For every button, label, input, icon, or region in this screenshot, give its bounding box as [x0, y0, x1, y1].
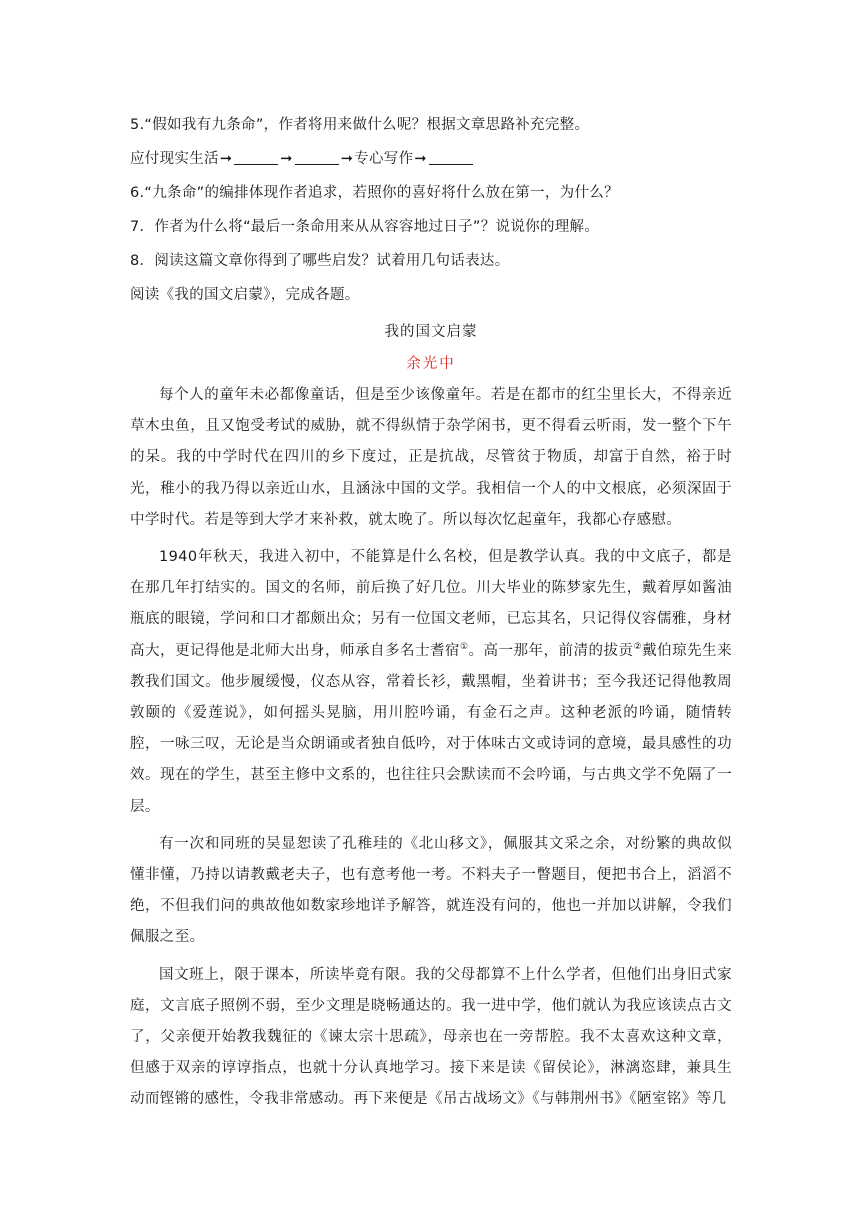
answer-blank-1[interactable] — [234, 148, 278, 165]
article-paragraph-3: 有一次和同班的吴显恕读了孔稚珪的《北山移文》，佩服其文采之余，对纷繁的典故似懂非懂，乃持以请教戴老夫子，也有意考他一考。不料夫子一瞥题目，便把书合上，滔滔不绝，不但我们问的典故他如数家珍地详予解答，就连没有问的，他也一并加以讲解，令我们佩服之至。 — [130, 835, 732, 946]
question-7: 7．作者为什么将“最后一条命用来从从容容地过日子”？说说你的理解。 — [130, 219, 600, 235]
chain-middle: 专心写作 — [354, 151, 414, 167]
arrow-icon: ➞ — [414, 151, 427, 167]
chain-start: 应付现实生活 — [130, 151, 219, 167]
article-paragraph-1: 每个人的童年未必都像童话，但是至少该像童年。若是在都市的红尘里长大，不得亲近草木虫鱼，且又饱受考试的威胁，就不得纵情于杂学闲书，更不得看云听雨，发一整个下午的呆。我的中学时代在四川的乡下度过，正是抗战，尽管贫于物质，却富于自然，裕于时光，稚小的我乃得以亲近山水，且涵泳中国的文学。我相信一个人的中文根底，必须深固于中学时代。若是等到大学才来补救，就太晚了。所以每次忆起童年，我都心存感慰。 — [130, 387, 732, 528]
article-paragraph-4: 国文班上，限于课本，所读毕竟有限。我的父母都算不上什么学者，但他们出身旧式家庭，文言底子照例不弱，至少文理是晓畅通达的。我一进中学，他们就认为我应该读点古文了，父亲便开始教我魏征的《谏太宗十思疏》，母亲也在一旁帮腔。我不太喜欢这种文章，但感于双亲的谆谆指点，也就十分认真地学习。接下来是读《留侯论》，淋漓恣肆，兼具生动而铿锵的感性，令我非常感动。再下来便是《吊古战场文》《与韩荆州书》《陋室铭》等几 — [130, 966, 732, 1108]
article-paragraph-2 — [130, 542, 732, 823]
question-6: 6.“九条命”的编排体现作者追求，若照你的喜好将什么放在第一，为什么？ — [130, 185, 619, 201]
footnote-marker-1: ① — [459, 641, 469, 652]
paragraph-text: 戴伯琼先生来教我们国文。他步履缓慢，仪态从容，常着长衫，戴黑帽，坐着讲书；至今我还记得他教周敦颐的《爱莲说》，如何摇头晃脑，用川腔吟诵，有金石之声。这种老派的吟诵，随情转腔，一咏三叹，无论是当众朗诵或者独自低吟，对于体味古文或诗词的意境，最具感性的功效。现在的学生，甚至主修中文系的，也往往只会默读而不会吟诵，与古典文学不免隔了一层。 — [130, 642, 733, 815]
answer-blank-3[interactable] — [429, 148, 473, 165]
arrow-icon: ➞ — [340, 151, 354, 167]
reading-instruction: 阅读《我的国文启蒙》，完成各题。 — [130, 287, 360, 303]
article-author: 余光中 — [406, 356, 456, 372]
answer-blank-2[interactable] — [295, 148, 339, 165]
arrow-icon: ➞ — [219, 151, 233, 167]
question-5-answer-chain — [130, 142, 732, 176]
arrow-icon: ➞ — [280, 151, 293, 167]
article-title: 我的国文启蒙 — [384, 324, 478, 340]
page-content — [130, 108, 732, 1122]
question-5: 5.“假如我有九条命”，作者将用来做什么呢？根据文章思路补充完整。 — [130, 117, 590, 133]
paragraph-text: 1940年秋天，我进入初中，不能算是什么名校，但是教学认真。我的中文底子，都是在那几年打结实的。国文的名师，前后换了好几位。川大毕业的陈梦家先生，戴着厚如酱油瓶底的眼镜，学问和口才都颇出众；另有一位国文老师，已忘其名，只记得仪容儒雅，身材高大，更记得他是北师大出身，师承自多名士耆宿 — [130, 549, 732, 659]
question-8: 8．阅读这篇文章你得到了哪些启发？试着用几句话表达。 — [130, 253, 510, 269]
footnote-marker-2: ② — [633, 641, 643, 652]
paragraph-text: 。高一那年，前清的拔贡 — [468, 642, 634, 659]
